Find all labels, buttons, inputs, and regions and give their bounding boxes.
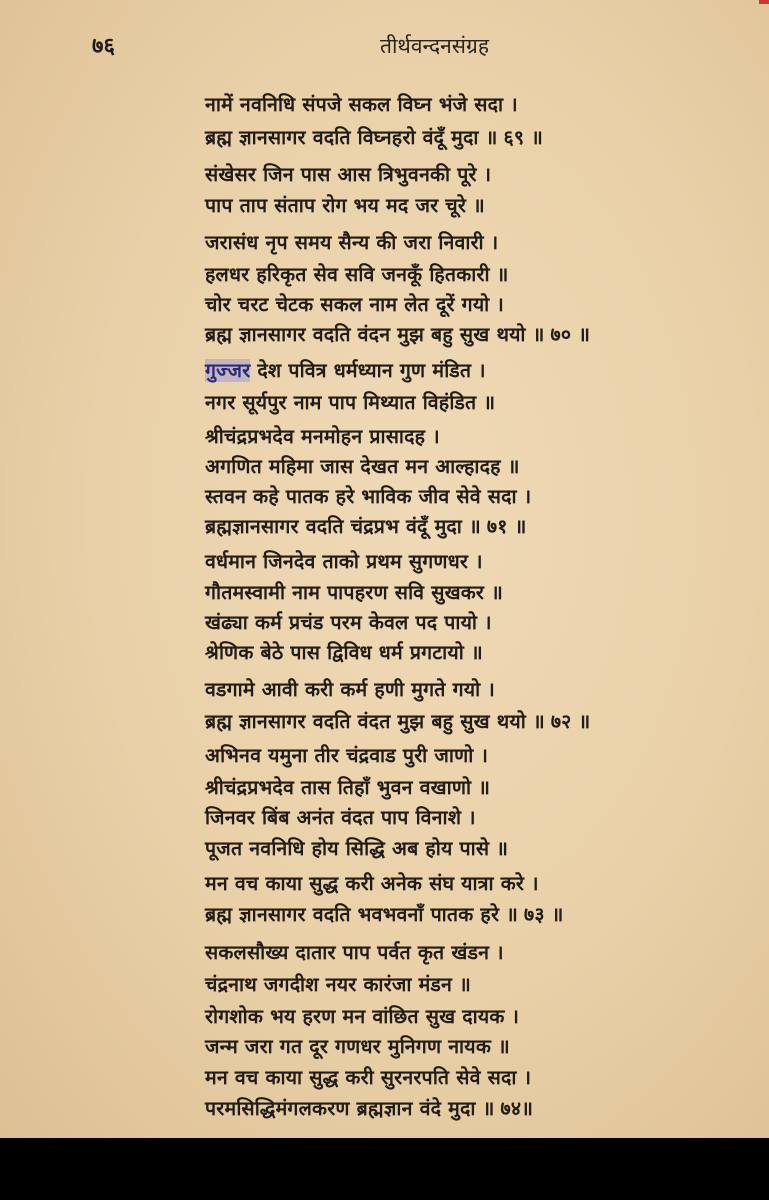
verse-line xyxy=(205,90,518,117)
highlighted-word: गुज्जर xyxy=(205,359,251,382)
verse-line xyxy=(205,547,483,574)
verse-line xyxy=(205,1002,519,1029)
verse-text: गौतमस्वामी नाम पापहरण सवि सुखकर ॥ xyxy=(205,581,503,604)
verse-line xyxy=(205,869,539,896)
verse-text: अभिनव यमुना तीर चंद्रवाड पुरी जाणो । xyxy=(205,744,489,767)
verse-line xyxy=(205,1032,510,1059)
verse-text: स्तवन कहे पातक हरे भाविक जीव सेवे सदा । xyxy=(205,485,532,508)
verse-line xyxy=(205,191,485,218)
verse-line xyxy=(205,260,509,287)
verse-line xyxy=(205,356,486,383)
verse-text: हलधर हरिकृत सेव सवि जनकूँ हितकारी ॥ xyxy=(205,263,509,286)
verse-text: मन वच काया सुद्ध करी अनेक संघ यात्रा करे । xyxy=(205,872,539,895)
verse-text: वडगामे आवी करी कर्म हणी मुगते गयो । xyxy=(205,678,495,701)
verse-line xyxy=(205,675,495,702)
verse-text: खंढ्या कर्म प्रचंड परम केवल पद पायो । xyxy=(205,611,492,634)
verse-line xyxy=(205,900,564,927)
verse-text: ब्रह्म ज्ञानसागर वदति भवभवनाँ पातक हरे ॥ xyxy=(205,903,519,926)
verse-text: जन्म जरा गत दूर गणधर मुनिगण नायक ॥ xyxy=(205,1035,510,1058)
verse-text: रोगशोक भय हरण मन वांछित सुख दायक । xyxy=(205,1005,520,1028)
verse-number: ७४॥ xyxy=(500,1097,534,1120)
verse-number: ७१ ॥ xyxy=(486,515,527,538)
verse-text: श्रेणिक बेठे पास द्विविध धर्म प्रगटायो ॥ xyxy=(205,641,483,664)
verse-line xyxy=(205,290,504,317)
verse-text: अगणित महिमा जास देखत मन आल्हादह ॥ xyxy=(205,455,520,478)
verse-line xyxy=(205,1063,531,1090)
verse-line xyxy=(205,608,492,635)
verse-line xyxy=(205,741,488,768)
verse-line xyxy=(205,512,526,539)
page-number: ७६ xyxy=(92,34,115,59)
verse-text: नामें नवनिधि संपजे सकल विघ्न भंजे सदा । xyxy=(205,93,518,116)
running-title: तीर्थवन्दनसंग्रह xyxy=(380,34,489,58)
verse-text: ब्रह्मज्ञानसागर वदति चंद्रप्रभ वंदूँ मुदा ॥ xyxy=(205,515,481,538)
verse-text: ब्रह्म ज्ञानसागर वदति विघ्नहरो वंदूँ मुदा ॥ xyxy=(205,126,498,149)
verse-number: ६९ ॥ xyxy=(503,126,544,149)
verse-number: ७२ ॥ xyxy=(550,710,591,733)
verse-text: संखेसर जिन पास आस त्रिभुवनकी पूरे । xyxy=(205,163,492,186)
verse-line xyxy=(205,1094,533,1121)
verse-number: ७३ ॥ xyxy=(524,903,564,926)
corner-mark xyxy=(759,0,769,4)
verse-line xyxy=(205,970,471,997)
verse-text: देश पवित्र धर्मध्यान गुण मंडित । xyxy=(250,359,486,382)
verse-text: श्रीचंद्रप्रभदेव मनमोहन प्रासादह । xyxy=(205,425,440,448)
verse-line xyxy=(205,320,590,347)
verse-text: वर्धमान जिनदेव ताको प्रथम सुगणधर । xyxy=(205,550,483,573)
verse-line xyxy=(205,938,504,965)
black-bottom-bar xyxy=(0,1138,769,1200)
verse-text: चंद्रनाथ जगदीश नयर कारंजा मंडन ॥ xyxy=(205,973,471,996)
verse-line xyxy=(205,123,543,150)
verse-number: ७० ॥ xyxy=(550,323,591,346)
verse-line xyxy=(205,834,508,861)
verse-line xyxy=(205,452,520,479)
verse-text: पूजत नवनिधि होय सिद्धि अब होय पासे ॥ xyxy=(205,837,509,860)
verse-text: पाप ताप संताप रोग भय मद जर चूरे ॥ xyxy=(205,194,485,217)
verse-text: परमसिद्धिमंगलकरण ब्रह्मज्ञान वंदे मुदा ॥ xyxy=(205,1097,495,1120)
verse-text: जरासंध नृप समय सैन्य की जरा निवारी । xyxy=(205,231,499,254)
verse-line xyxy=(205,803,476,830)
verse-text: मन वच काया सुद्ध करी सुरनरपति सेवे सदा । xyxy=(205,1066,532,1089)
verse-line xyxy=(205,482,531,509)
verse-line xyxy=(205,707,590,734)
verse-text: जिनवर बिंब अनंत वंदत पाप विनाशे । xyxy=(205,806,476,829)
verse-line xyxy=(205,160,491,187)
verse-text: चोर चरट चेटक सकल नाम लेत दूरें गयो । xyxy=(205,293,505,316)
verse-text: सकलसौख्य दातार पाप पर्वत कृत खंडन । xyxy=(205,941,504,964)
verse-line xyxy=(205,388,495,415)
verse-line xyxy=(205,578,503,605)
verse-line xyxy=(205,422,440,449)
verse-text: नगर सूर्यपुर नाम पाप मिथ्यात विहंडित ॥ xyxy=(205,391,496,414)
verse-line xyxy=(205,228,498,255)
verse-text: ब्रह्म ज्ञानसागर वदति वंदत मुझ बहु सुख थयो ॥ xyxy=(205,710,545,733)
verse-text: ब्रह्म ज्ञानसागर वदति वंदन मुझ बहु सुख थयो ॥ xyxy=(205,323,545,346)
verse-line xyxy=(205,773,490,800)
verse-text: श्रीचंद्रप्रभदेव तास तिहाँ भुवन वखाणो ॥ xyxy=(205,776,491,799)
verse-line xyxy=(205,638,483,665)
